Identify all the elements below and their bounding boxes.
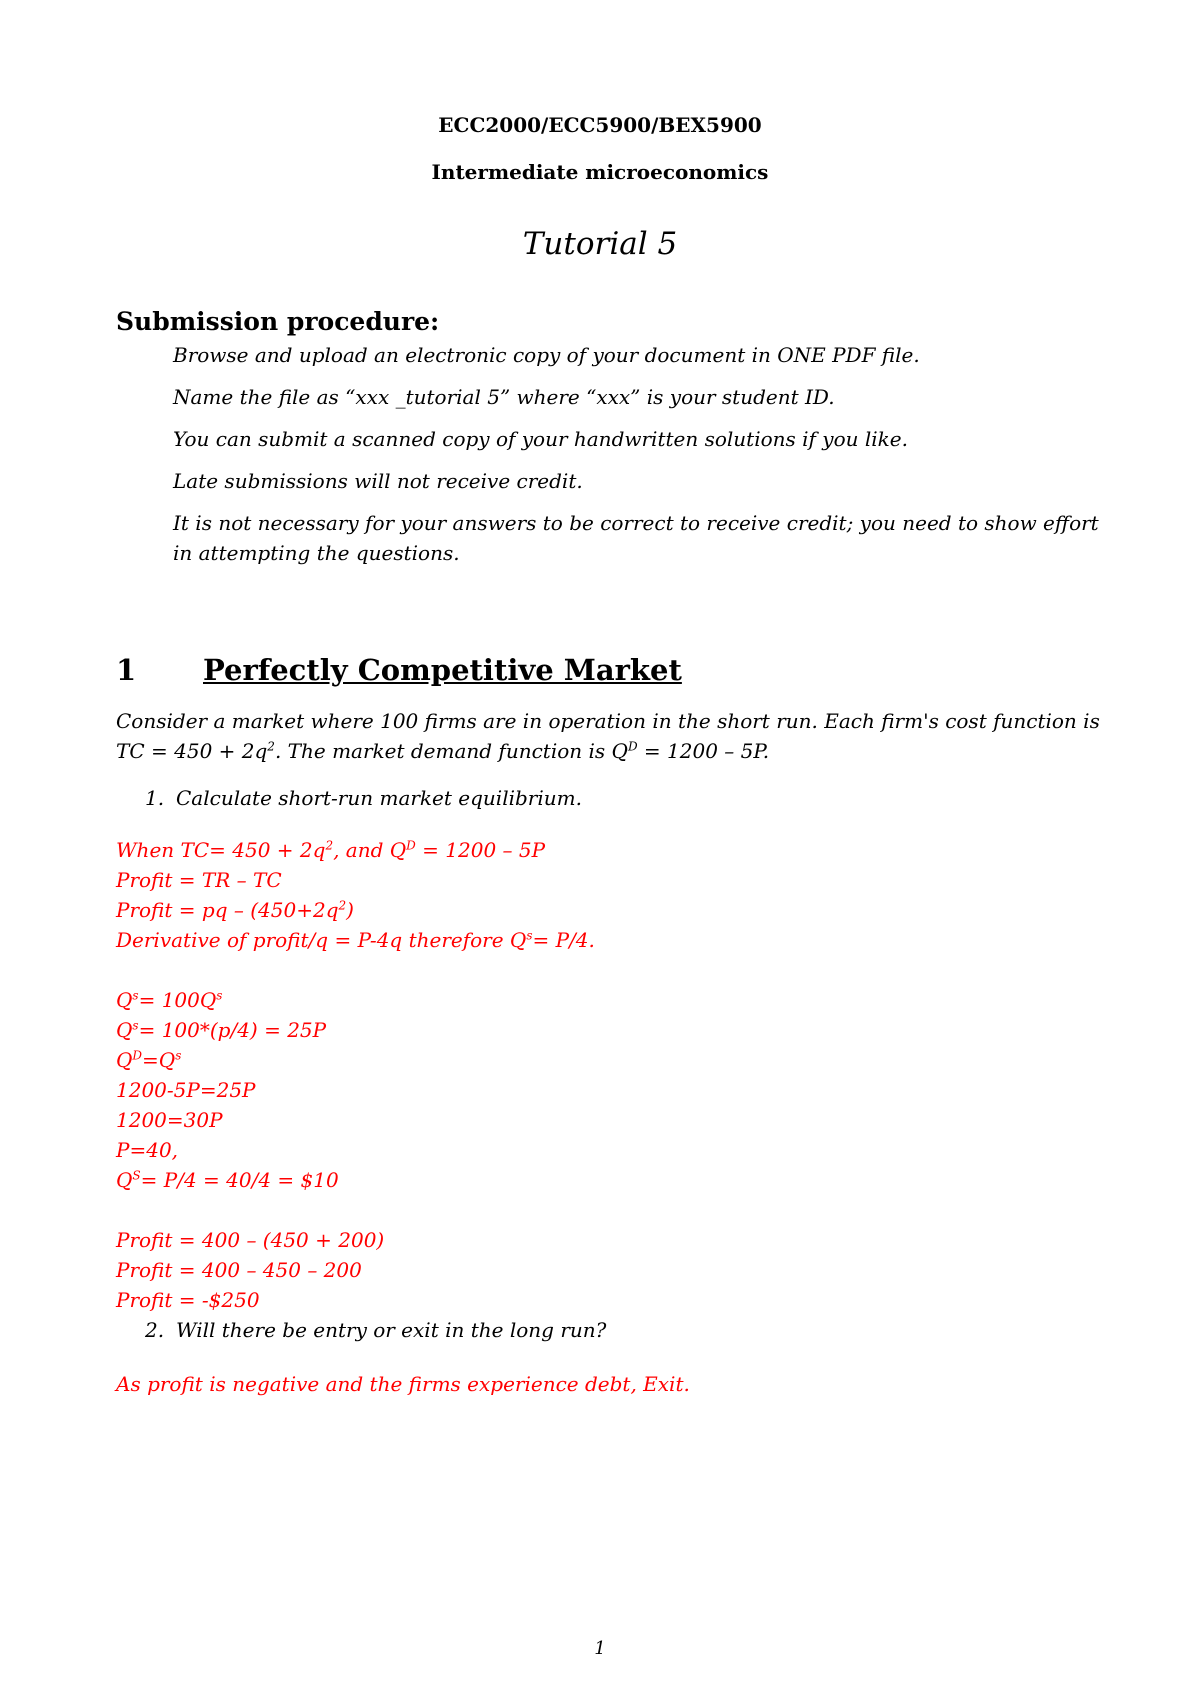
submission-item: You can submit a scanned copy of your handwritten solutions if you like. [173, 427, 908, 451]
section-intro [116, 706, 1106, 766]
answer-line: $Q^S= P/4 = 40/4$ = $10 [116, 1168, 339, 1192]
answer-line: 1200=30P [116, 1108, 223, 1132]
course-code: ECC2000/ECC5900/BEX5900 [438, 113, 762, 137]
answer-line: $Q^s= 100Q^s$ [116, 988, 223, 1012]
tutorial-title: Tutorial 5 [522, 226, 678, 262]
answer-line: Profit = pq – $(450+2q^2)$ [116, 898, 354, 922]
answer-line: $Q^s= 100*(p/4) = 25P$ [116, 1018, 327, 1042]
question-2: 2. Will there be entry or exit in the long run? [145, 1318, 607, 1342]
submission-item: Name the file as “xxx _tutorial 5” where “xxx” is your student ID. [173, 385, 835, 409]
intro-line: TC = $450 + 2q^2$. The market demand function is $Q^D = 1200 - 5P$. [116, 739, 770, 763]
question-1: 1. Calculate short-run market equilibrium. [145, 786, 582, 810]
answer-line: 1200-5P=25P [116, 1078, 256, 1102]
section-title: Perfectly Competitive Market [203, 653, 682, 687]
page-number: 1 [594, 1638, 606, 1659]
answer-line: Derivative of profit/q = P-4q therefore $Q^s= P/4$. [116, 928, 595, 952]
course-subtitle: Intermediate microeconomics [431, 160, 769, 184]
answer-line: $Q^D=Q^s$ [116, 1048, 182, 1072]
intro-line: Consider a market where 100 firms are in operation in the short run. Each firm's cost function is [116, 709, 1100, 733]
submission-item: It is not necessary for your answers to be correct to receive credit; you need to show effort in attempting the questions. [173, 511, 1099, 565]
answer-line: Profit = TR – TC [116, 868, 282, 892]
answer-line: Profit = 400 – 450 – 200 [116, 1258, 362, 1282]
answer-line: Profit = 400 – (450 + 200) [116, 1228, 385, 1252]
answer-line: Profit = -$250 [116, 1288, 260, 1312]
answer-exit: As profit is negative and the firms experience debt, Exit. [116, 1372, 690, 1396]
submission-item: Browse and upload an electronic copy of your document in ONE PDF file. [173, 343, 920, 367]
answer-line: When $TC= 450 + 2q^2$, and $Q^D = 1200 - 5P$ [116, 838, 546, 862]
submission-heading: Submission procedure: [116, 307, 440, 336]
section-number: 1 [116, 653, 137, 687]
submission-item: Late submissions will not receive credit. [173, 469, 583, 493]
answer-line: P=40, [116, 1138, 179, 1162]
